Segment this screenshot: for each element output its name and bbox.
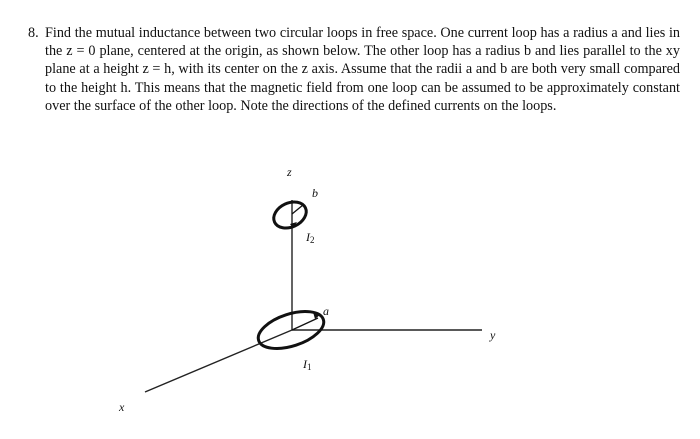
x-axis-line xyxy=(145,330,292,392)
current-bottom-label: I1 xyxy=(303,357,312,372)
radius-b-line xyxy=(292,205,303,214)
z-axis-label: z xyxy=(287,165,292,179)
y-axis-label: y xyxy=(490,328,496,342)
radius-a-label: a xyxy=(323,304,329,318)
problem-number: 8. xyxy=(28,25,39,41)
problem-text: Find the mutual inductance between two circular loops in free space. One current loop has a radius a and lies in the z = 0 plane, centered at the origin, as shown below. The other loop has a radius b and lies parallel to the xy plane at a height z = h, with its center on the z axis. Assume that the radii a and b are both very small compared to the height h. This means that the magnetic field from one loop can be assumed to be approximately constant over the surface of the other loop. Note the directions of the defined currents on the loops. xyxy=(45,25,680,114)
current-top-label: I2 xyxy=(306,230,315,245)
radius-b-label: b xyxy=(312,186,318,200)
loop-top xyxy=(270,197,311,233)
radius-a-line xyxy=(292,318,318,330)
x-axis-label: x xyxy=(119,400,125,414)
